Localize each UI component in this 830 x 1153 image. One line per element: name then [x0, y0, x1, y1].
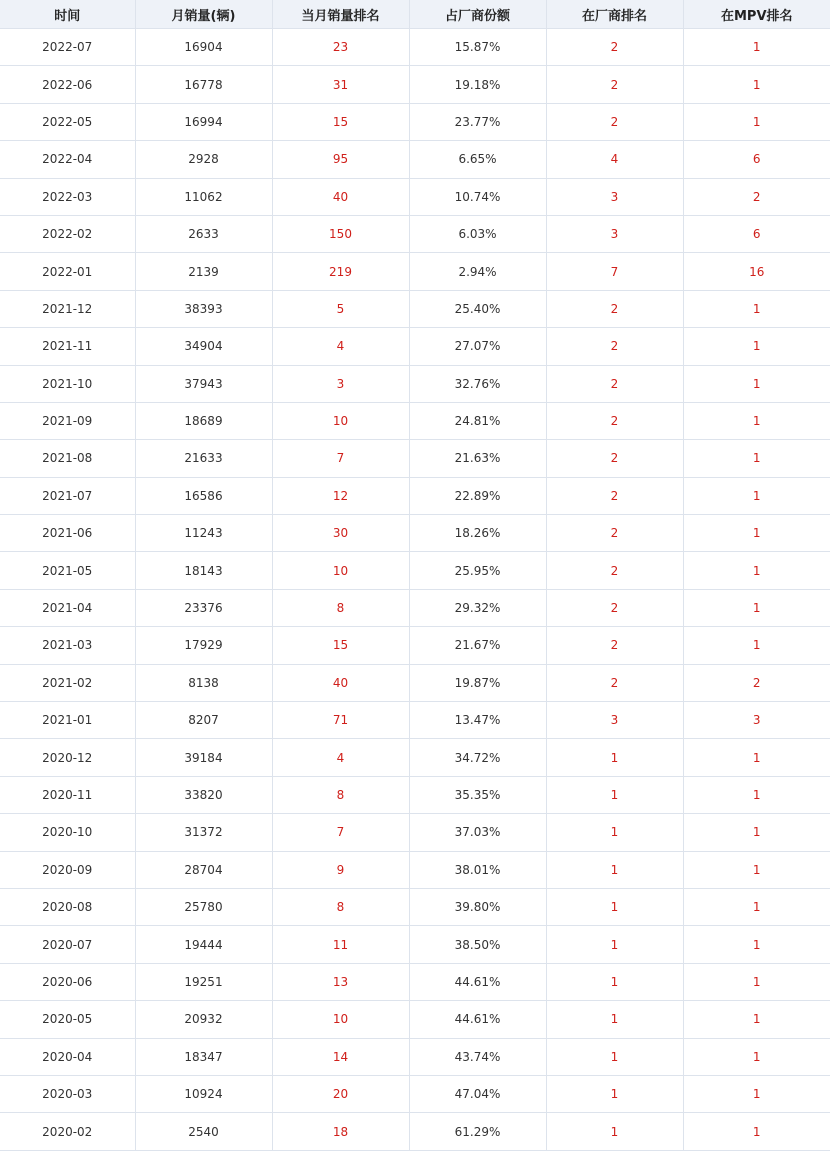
header-month: 时间: [0, 0, 135, 29]
cell-manufacturer-share: 2.94%: [409, 253, 546, 290]
cell-monthly-sales-rank: 8: [272, 776, 409, 813]
cell-manufacturer-share: 37.03%: [409, 814, 546, 851]
cell-monthly-sales: 8138: [135, 664, 272, 701]
cell-monthly-sales: 16904: [135, 29, 272, 66]
table-row: [0, 328, 830, 365]
cell-mpv-rank: 1: [683, 1113, 830, 1150]
cell-month: 2020-05: [0, 1001, 135, 1038]
cell-month: 2020-07: [0, 926, 135, 963]
cell-manufacturer-share: 24.81%: [409, 402, 546, 439]
cell-monthly-sales: 8207: [135, 702, 272, 739]
cell-manufacturer-share: 44.61%: [409, 1001, 546, 1038]
cell-mpv-rank: 1: [683, 926, 830, 963]
cell-month: 2022-01: [0, 253, 135, 290]
cell-month: 2021-12: [0, 290, 135, 327]
cell-manufacturer-rank: 3: [546, 178, 683, 215]
cell-manufacturer-rank: 3: [546, 215, 683, 252]
table-row: [0, 851, 830, 888]
cell-manufacturer-share: 15.87%: [409, 29, 546, 66]
cell-monthly-sales-rank: 9: [272, 851, 409, 888]
cell-monthly-sales: 38393: [135, 290, 272, 327]
cell-monthly-sales-rank: 3: [272, 365, 409, 402]
cell-manufacturer-share: 47.04%: [409, 1075, 546, 1112]
cell-mpv-rank: 1: [683, 589, 830, 626]
cell-manufacturer-rank: 2: [546, 589, 683, 626]
cell-monthly-sales-rank: 14: [272, 1038, 409, 1075]
cell-manufacturer-share: 39.80%: [409, 888, 546, 925]
cell-manufacturer-rank: 1: [546, 1001, 683, 1038]
cell-month: 2020-12: [0, 739, 135, 776]
cell-manufacturer-rank: 1: [546, 851, 683, 888]
cell-mpv-rank: 3: [683, 702, 830, 739]
cell-monthly-sales-rank: 40: [272, 664, 409, 701]
table-row: [0, 402, 830, 439]
cell-mpv-rank: 1: [683, 1001, 830, 1038]
cell-mpv-rank: 1: [683, 552, 830, 589]
cell-monthly-sales-rank: 40: [272, 178, 409, 215]
cell-monthly-sales: 20932: [135, 1001, 272, 1038]
cell-month: 2022-05: [0, 103, 135, 140]
cell-manufacturer-share: 34.72%: [409, 739, 546, 776]
cell-monthly-sales: 2139: [135, 253, 272, 290]
cell-manufacturer-rank: 2: [546, 552, 683, 589]
cell-month: 2021-02: [0, 664, 135, 701]
cell-monthly-sales-rank: 95: [272, 141, 409, 178]
cell-mpv-rank: 1: [683, 515, 830, 552]
cell-mpv-rank: 1: [683, 888, 830, 925]
table-row: [0, 29, 830, 66]
cell-mpv-rank: 1: [683, 851, 830, 888]
cell-month: 2020-03: [0, 1075, 135, 1112]
cell-monthly-sales: 18143: [135, 552, 272, 589]
cell-monthly-sales: 17929: [135, 627, 272, 664]
cell-month: 2021-06: [0, 515, 135, 552]
cell-manufacturer-share: 19.18%: [409, 66, 546, 103]
cell-monthly-sales-rank: 15: [272, 627, 409, 664]
cell-month: 2022-07: [0, 29, 135, 66]
table-row: [0, 215, 830, 252]
cell-manufacturer-share: 21.67%: [409, 627, 546, 664]
cell-monthly-sales-rank: 4: [272, 328, 409, 365]
cell-monthly-sales: 2540: [135, 1113, 272, 1150]
cell-mpv-rank: 6: [683, 141, 830, 178]
table-row: [0, 515, 830, 552]
header-mpv-rank: 在MPV排名: [683, 0, 830, 29]
cell-monthly-sales: 16586: [135, 477, 272, 514]
table-row: [0, 1113, 830, 1150]
cell-mpv-rank: 6: [683, 215, 830, 252]
cell-manufacturer-share: 38.01%: [409, 851, 546, 888]
cell-manufacturer-share: 23.77%: [409, 103, 546, 140]
cell-mpv-rank: 1: [683, 1075, 830, 1112]
cell-monthly-sales: 39184: [135, 739, 272, 776]
table-row: [0, 702, 830, 739]
table-row: [0, 926, 830, 963]
cell-month: 2021-09: [0, 402, 135, 439]
cell-manufacturer-rank: 2: [546, 402, 683, 439]
cell-month: 2021-08: [0, 440, 135, 477]
cell-monthly-sales: 31372: [135, 814, 272, 851]
cell-mpv-rank: 1: [683, 365, 830, 402]
cell-monthly-sales-rank: 20: [272, 1075, 409, 1112]
cell-manufacturer-rank: 1: [546, 1038, 683, 1075]
cell-month: 2021-01: [0, 702, 135, 739]
cell-manufacturer-rank: 7: [546, 253, 683, 290]
cell-manufacturer-rank: 2: [546, 664, 683, 701]
cell-manufacturer-share: 10.74%: [409, 178, 546, 215]
cell-manufacturer-share: 25.40%: [409, 290, 546, 327]
cell-monthly-sales-rank: 10: [272, 402, 409, 439]
cell-manufacturer-share: 32.76%: [409, 365, 546, 402]
cell-monthly-sales: 21633: [135, 440, 272, 477]
header-monthly-sales: 月销量(辆): [135, 0, 272, 29]
cell-monthly-sales-rank: 11: [272, 926, 409, 963]
table-row: [0, 1075, 830, 1112]
cell-manufacturer-share: 44.61%: [409, 963, 546, 1000]
cell-manufacturer-rank: 2: [546, 440, 683, 477]
cell-manufacturer-share: 21.63%: [409, 440, 546, 477]
cell-monthly-sales-rank: 10: [272, 552, 409, 589]
table-row: [0, 776, 830, 813]
cell-manufacturer-rank: 1: [546, 739, 683, 776]
header-monthly-sales-rank: 当月销量排名: [272, 0, 409, 29]
table-row: [0, 552, 830, 589]
cell-manufacturer-rank: 1: [546, 1075, 683, 1112]
cell-manufacturer-share: 18.26%: [409, 515, 546, 552]
table-row: [0, 664, 830, 701]
cell-monthly-sales-rank: 31: [272, 66, 409, 103]
cell-manufacturer-rank: 2: [546, 515, 683, 552]
cell-monthly-sales: 10924: [135, 1075, 272, 1112]
table-body: [0, 29, 830, 1151]
cell-mpv-rank: 1: [683, 328, 830, 365]
cell-manufacturer-rank: 2: [546, 328, 683, 365]
cell-manufacturer-share: 19.87%: [409, 664, 546, 701]
cell-monthly-sales-rank: 219: [272, 253, 409, 290]
cell-manufacturer-rank: 1: [546, 814, 683, 851]
table-row: [0, 253, 830, 290]
cell-monthly-sales-rank: 30: [272, 515, 409, 552]
cell-manufacturer-share: 61.29%: [409, 1113, 546, 1150]
cell-monthly-sales: 23376: [135, 589, 272, 626]
cell-mpv-rank: 1: [683, 66, 830, 103]
header-row: [0, 0, 830, 29]
cell-monthly-sales: 2928: [135, 141, 272, 178]
cell-monthly-sales: 11062: [135, 178, 272, 215]
table-row: [0, 888, 830, 925]
cell-mpv-rank: 2: [683, 178, 830, 215]
table-row: [0, 627, 830, 664]
cell-manufacturer-rank: 2: [546, 66, 683, 103]
cell-manufacturer-rank: 2: [546, 29, 683, 66]
cell-monthly-sales: 16994: [135, 103, 272, 140]
cell-monthly-sales-rank: 12: [272, 477, 409, 514]
cell-monthly-sales-rank: 7: [272, 814, 409, 851]
table-row: [0, 589, 830, 626]
cell-manufacturer-rank: 2: [546, 477, 683, 514]
cell-monthly-sales-rank: 10: [272, 1001, 409, 1038]
cell-manufacturer-rank: 3: [546, 702, 683, 739]
cell-monthly-sales: 19251: [135, 963, 272, 1000]
cell-monthly-sales-rank: 18: [272, 1113, 409, 1150]
cell-monthly-sales-rank: 150: [272, 215, 409, 252]
cell-manufacturer-rank: 2: [546, 627, 683, 664]
cell-monthly-sales: 25780: [135, 888, 272, 925]
table-row: [0, 178, 830, 215]
cell-month: 2020-11: [0, 776, 135, 813]
cell-manufacturer-rank: 1: [546, 776, 683, 813]
table-row: [0, 739, 830, 776]
cell-manufacturer-rank: 4: [546, 141, 683, 178]
cell-mpv-rank: 1: [683, 814, 830, 851]
cell-monthly-sales: 16778: [135, 66, 272, 103]
cell-manufacturer-rank: 2: [546, 103, 683, 140]
cell-monthly-sales: 19444: [135, 926, 272, 963]
cell-manufacturer-share: 6.03%: [409, 215, 546, 252]
cell-manufacturer-share: 35.35%: [409, 776, 546, 813]
cell-month: 2020-08: [0, 888, 135, 925]
cell-mpv-rank: 1: [683, 963, 830, 1000]
cell-month: 2021-04: [0, 589, 135, 626]
header-manufacturer-rank: 在厂商排名: [546, 0, 683, 29]
cell-month: 2020-04: [0, 1038, 135, 1075]
cell-month: 2022-04: [0, 141, 135, 178]
cell-monthly-sales-rank: 4: [272, 739, 409, 776]
table-row: [0, 440, 830, 477]
table-row: [0, 103, 830, 140]
cell-monthly-sales-rank: 23: [272, 29, 409, 66]
table-row: [0, 290, 830, 327]
header-manufacturer-share: 占厂商份额: [409, 0, 546, 29]
cell-manufacturer-rank: 1: [546, 888, 683, 925]
table-row: [0, 365, 830, 402]
cell-month: 2020-02: [0, 1113, 135, 1150]
cell-manufacturer-rank: 2: [546, 365, 683, 402]
table-row: [0, 963, 830, 1000]
cell-month: 2021-07: [0, 477, 135, 514]
cell-mpv-rank: 1: [683, 402, 830, 439]
cell-mpv-rank: 1: [683, 776, 830, 813]
cell-monthly-sales: 28704: [135, 851, 272, 888]
cell-mpv-rank: 1: [683, 290, 830, 327]
cell-monthly-sales-rank: 15: [272, 103, 409, 140]
table-row: [0, 141, 830, 178]
cell-mpv-rank: 1: [683, 103, 830, 140]
table-row: [0, 66, 830, 103]
cell-manufacturer-share: 29.32%: [409, 589, 546, 626]
cell-monthly-sales: 2633: [135, 215, 272, 252]
cell-manufacturer-rank: 2: [546, 290, 683, 327]
cell-manufacturer-share: 38.50%: [409, 926, 546, 963]
cell-mpv-rank: 2: [683, 664, 830, 701]
table-row: [0, 1038, 830, 1075]
cell-month: 2021-11: [0, 328, 135, 365]
cell-monthly-sales-rank: 71: [272, 702, 409, 739]
cell-monthly-sales: 18689: [135, 402, 272, 439]
cell-monthly-sales-rank: 8: [272, 888, 409, 925]
cell-manufacturer-share: 27.07%: [409, 328, 546, 365]
cell-monthly-sales-rank: 5: [272, 290, 409, 327]
cell-month: 2022-03: [0, 178, 135, 215]
cell-mpv-rank: 1: [683, 627, 830, 664]
cell-mpv-rank: 1: [683, 739, 830, 776]
cell-monthly-sales: 34904: [135, 328, 272, 365]
cell-mpv-rank: 1: [683, 477, 830, 514]
table-row: [0, 814, 830, 851]
table-header: [0, 0, 830, 29]
cell-monthly-sales: 33820: [135, 776, 272, 813]
cell-manufacturer-rank: 1: [546, 1113, 683, 1150]
cell-monthly-sales-rank: 8: [272, 589, 409, 626]
cell-month: 2020-09: [0, 851, 135, 888]
cell-month: 2022-06: [0, 66, 135, 103]
cell-monthly-sales: 37943: [135, 365, 272, 402]
cell-manufacturer-rank: 1: [546, 963, 683, 1000]
cell-monthly-sales: 11243: [135, 515, 272, 552]
cell-monthly-sales-rank: 13: [272, 963, 409, 1000]
cell-mpv-rank: 1: [683, 440, 830, 477]
cell-mpv-rank: 1: [683, 29, 830, 66]
cell-mpv-rank: 16: [683, 253, 830, 290]
cell-manufacturer-rank: 1: [546, 926, 683, 963]
cell-monthly-sales: 18347: [135, 1038, 272, 1075]
cell-month: 2020-10: [0, 814, 135, 851]
table-row: [0, 477, 830, 514]
cell-manufacturer-share: 13.47%: [409, 702, 546, 739]
cell-month: 2020-06: [0, 963, 135, 1000]
cell-monthly-sales-rank: 7: [272, 440, 409, 477]
cell-month: 2021-03: [0, 627, 135, 664]
cell-manufacturer-share: 6.65%: [409, 141, 546, 178]
cell-manufacturer-share: 25.95%: [409, 552, 546, 589]
cell-manufacturer-share: 43.74%: [409, 1038, 546, 1075]
cell-month: 2021-05: [0, 552, 135, 589]
cell-mpv-rank: 1: [683, 1038, 830, 1075]
cell-month: 2022-02: [0, 215, 135, 252]
table-row: [0, 1001, 830, 1038]
cell-manufacturer-share: 22.89%: [409, 477, 546, 514]
cell-month: 2021-10: [0, 365, 135, 402]
